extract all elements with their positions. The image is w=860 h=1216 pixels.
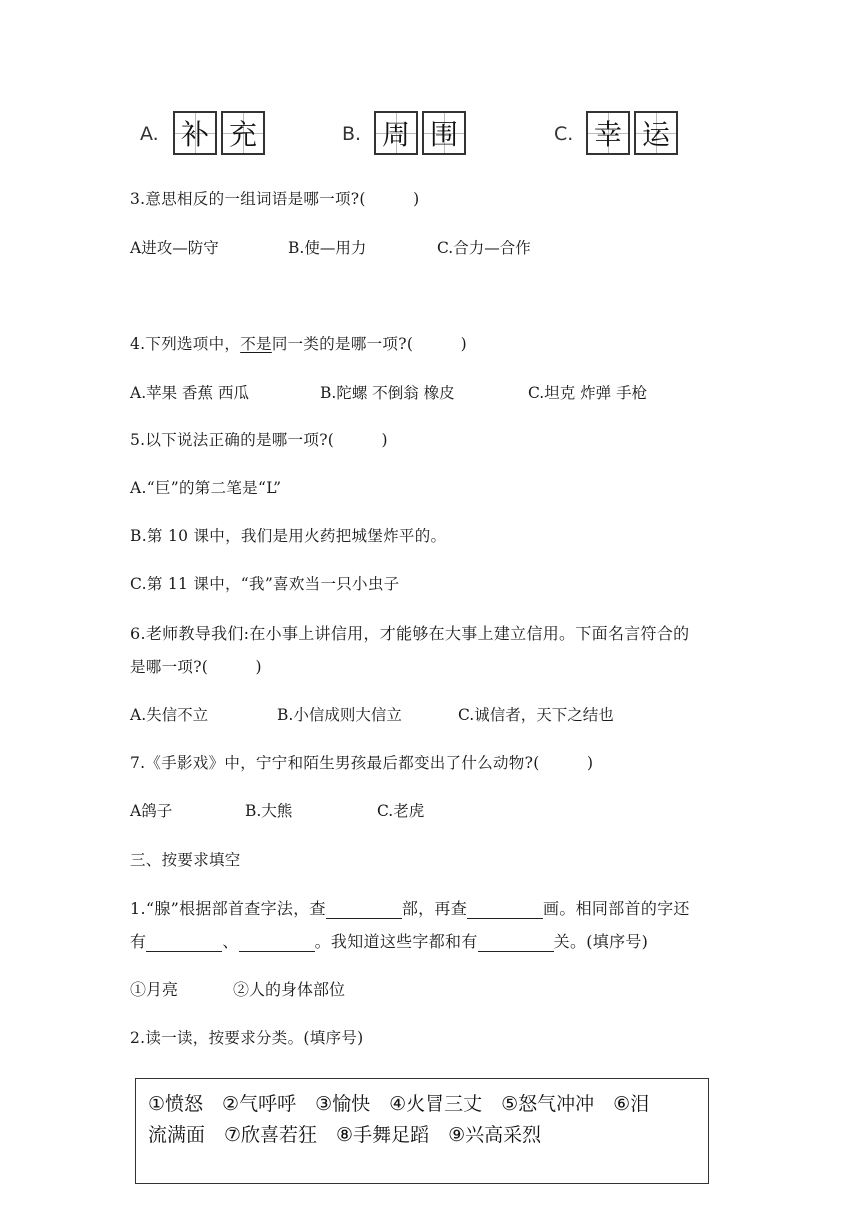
writing-grid-box: 周	[374, 111, 418, 155]
answer-blank[interactable]	[146, 935, 222, 952]
option-a: A.苹果 香蕉 西瓜	[130, 384, 249, 402]
stem-text: 同一类的是哪一项?( )	[271, 335, 467, 353]
option-b: B.陀螺 不倒翁 橡皮	[320, 384, 455, 402]
writing-grid-box: 运	[634, 111, 678, 155]
q1-text: 1.“腺”根据部首查字法，查	[130, 899, 326, 918]
question-7-stem: 7.《手影戏》中，宁宁和陌生男孩最后都变出了什么动物?( )	[130, 754, 594, 772]
answer-blank[interactable]	[326, 902, 402, 919]
question-5-option-a: A.“巨”的第二笔是“L”	[130, 479, 282, 497]
option-b: B.大熊	[245, 802, 293, 820]
writing-grid-box: 幸	[586, 111, 630, 155]
q1-text: 。我知道这些字都和有	[314, 932, 478, 951]
word-list-box	[135, 1078, 709, 1184]
q1-text: 、	[222, 932, 239, 951]
option-c: C.坦克 炸弹 手枪	[528, 384, 648, 402]
answer-blank[interactable]	[478, 935, 554, 952]
section-3-q1-line2	[130, 929, 648, 952]
q1-text: 有	[130, 932, 147, 951]
section-3-q1-line1	[130, 896, 690, 919]
option-c: C.诚信者，天下之结也	[458, 706, 614, 724]
section-3-q2-stem: 2.读一读，按要求分类。(填序号)	[130, 1029, 364, 1047]
question-6-stem-line1: 6.老师教导我们:在小事上讲信用，才能够在大事上建立信用。下面名言符合的	[130, 624, 690, 643]
word-list-line: 流满面 ⑦欣喜若狂 ⑧手舞足蹈 ⑨兴高采烈	[148, 1124, 542, 1146]
writing-grid-box: 围	[422, 111, 466, 155]
option-a: A鸽子	[130, 802, 173, 820]
option-b: B.小信成则大信立	[277, 706, 402, 724]
choice-2: ②人的身体部位	[233, 980, 346, 999]
q1-text: 关。(填序号)	[553, 932, 649, 951]
question-6-stem-line2: 是哪一项?( )	[130, 658, 262, 676]
question-3-stem: 3.意思相反的一组词语是哪一项?( )	[130, 190, 420, 208]
writing-grid-box: 补	[173, 111, 217, 155]
section-3-title: 三、按要求填空	[130, 851, 241, 869]
question-4-stem	[130, 332, 467, 354]
question-5-option-c: C.第 11 课中，“我”喜欢当一只小虫子	[130, 575, 400, 593]
option-letter: A.	[140, 123, 159, 145]
writing-grid-box: 充	[221, 111, 265, 155]
question-5-stem: 5.以下说法正确的是哪一项?( )	[130, 431, 388, 449]
option-c: C.老虎	[377, 802, 425, 820]
option-b: B.使—用力	[288, 239, 367, 257]
option-c: C.合力—合作	[437, 239, 531, 257]
stem-text: 4.下列选项中，	[130, 335, 241, 353]
option-letter: C.	[554, 123, 574, 145]
option-a: A进攻—防守	[130, 239, 219, 257]
word-list-line: ①愤怒 ②气呼呼 ③愉快 ④火冒三丈 ⑤怒气冲冲 ⑥泪	[148, 1093, 650, 1115]
option-letter: B.	[342, 123, 362, 145]
question-5-option-b: B.第 10 课中，我们是用火药把城堡炸平的。	[130, 527, 447, 545]
q1-text: 画。相同部首的字还	[543, 899, 690, 918]
underlined-word: 不是	[240, 335, 272, 353]
answer-blank[interactable]	[239, 935, 315, 952]
option-a: A.失信不立	[130, 706, 209, 724]
q1-text: 部，再查	[401, 899, 468, 918]
choice-1: ①月亮	[130, 980, 179, 999]
answer-blank[interactable]	[467, 902, 543, 919]
